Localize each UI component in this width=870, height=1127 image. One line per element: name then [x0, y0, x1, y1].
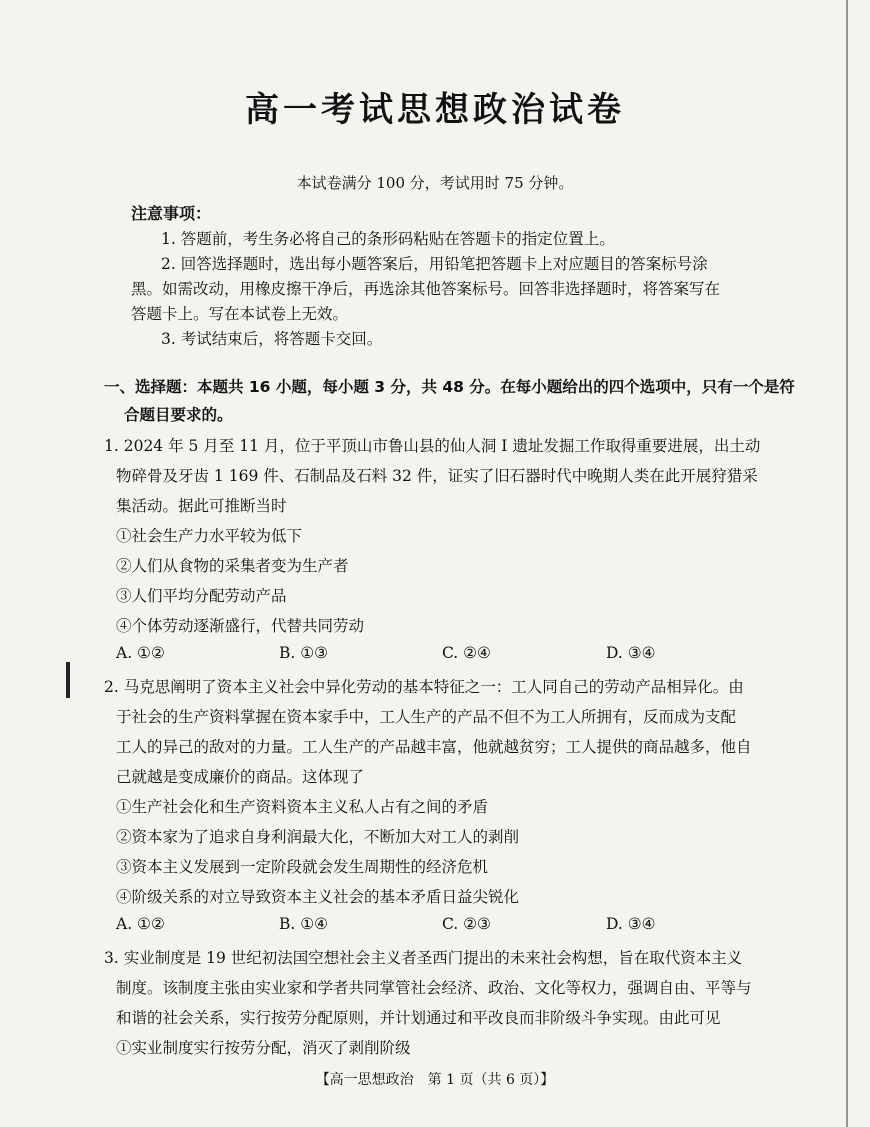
page-footer: 【高一思想政治 第 1 页（共 6 页）】	[315, 1072, 555, 1088]
notice-item: 答题卡上。写在本试卷上无效。	[131, 305, 349, 323]
answer-option: D. ③④	[606, 644, 656, 662]
question-text: 1. 2024 年 5 月至 11 月，位于平顶山市鲁山县的仙人洞 Ⅰ 遗址发掘工作取得重要进展，出土动	[104, 437, 761, 455]
question-text: 物碎骨及牙齿 1 169 件、石制品及石料 32 件，证实了旧石器时代中晚期人类在此开展狩猎采	[116, 467, 758, 485]
question-text: 3. 实业制度是 19 世纪初法国空想社会主义者圣西门提出的未来社会构想，旨在取代资本主义	[104, 949, 743, 967]
notice-item: 1. 答题前，考生务必将自己的条形码粘贴在答题卡的指定位置上。	[161, 230, 615, 248]
answer-option: A. ①②	[116, 915, 165, 933]
statement: ②资本家为了追求自身利润最大化，不断加大对工人的剥削	[116, 828, 520, 846]
statement: ④个体劳动逐渐盛行，代替共同劳动	[116, 617, 365, 635]
statement: ②人们从食物的采集者变为生产者	[116, 557, 349, 575]
answer-option: D. ③④	[606, 915, 656, 933]
question-text: 制度。该制度主张由实业家和学者共同掌管社会经济、政治、文化等权力，强调自由、平等与	[116, 979, 752, 997]
section-heading: 一、选择题：本题共 16 小题，每小题 3 分，共 48 分。在每小题给出的四个选项中，只有一个是符	[104, 378, 795, 396]
question-text: 于社会的生产资料掌握在资本家手中，工人生产的产品不但不为工人所拥有，反而成为支配	[116, 708, 737, 726]
question-text: 2. 马克思阐明了资本主义社会中异化劳动的基本特征之一：工人同自己的劳动产品相异化。由	[104, 678, 744, 696]
notice-item: 黑。如需改动，用橡皮擦干净后，再选涂其他答案标号。回答非选择题时，将答案写在	[131, 280, 721, 298]
question-text: 工人的异己的敌对的力量。工人生产的产品越丰富，他就越贫穷；工人提供的商品越多，他自	[116, 738, 752, 756]
page-title: 高一考试思想政治试卷	[245, 90, 625, 130]
answer-option: B. ①④	[279, 915, 329, 933]
scan-mark	[66, 662, 70, 698]
statement: ①实业制度实行按劳分配，消灭了剥削阶级	[116, 1039, 411, 1057]
question-text: 和谐的社会关系，实行按劳分配原则，并计划通过和平改良而非阶级斗争实现。由此可见	[116, 1009, 721, 1027]
statement: ③人们平均分配劳动产品	[116, 587, 287, 605]
exam-info: 本试卷满分 100 分，考试用时 75 分钟。	[296, 174, 574, 192]
statement: ①生产社会化和生产资料资本主义私人占有之间的矛盾	[116, 798, 489, 816]
question-text: 集活动。据此可推断当时	[116, 497, 287, 515]
answer-option: A. ①②	[116, 644, 165, 662]
statement: ④阶级关系的对立导致资本主义社会的基本矛盾日益尖锐化	[116, 888, 520, 906]
answer-option: B. ①③	[279, 644, 329, 662]
notice-item: 3. 考试结束后，将答题卡交回。	[161, 330, 383, 348]
scan-edge	[846, 0, 848, 1127]
statement: ③资本主义发展到一定阶段就会发生周期性的经济危机	[116, 858, 489, 876]
answer-option: C. ②④	[442, 644, 491, 662]
notice-item: 2. 回答选择题时，选出每小题答案后，用铅笔把答题卡上对应题目的答案标号涂	[161, 255, 708, 273]
answer-option: C. ②③	[442, 915, 491, 933]
section-heading: 合题目要求的。	[124, 406, 233, 424]
notice-heading: 注意事项：	[131, 204, 212, 223]
question-text: 己就越是变成廉价的商品。这体现了	[116, 768, 365, 786]
statement: ①社会生产力水平较为低下	[116, 527, 303, 545]
